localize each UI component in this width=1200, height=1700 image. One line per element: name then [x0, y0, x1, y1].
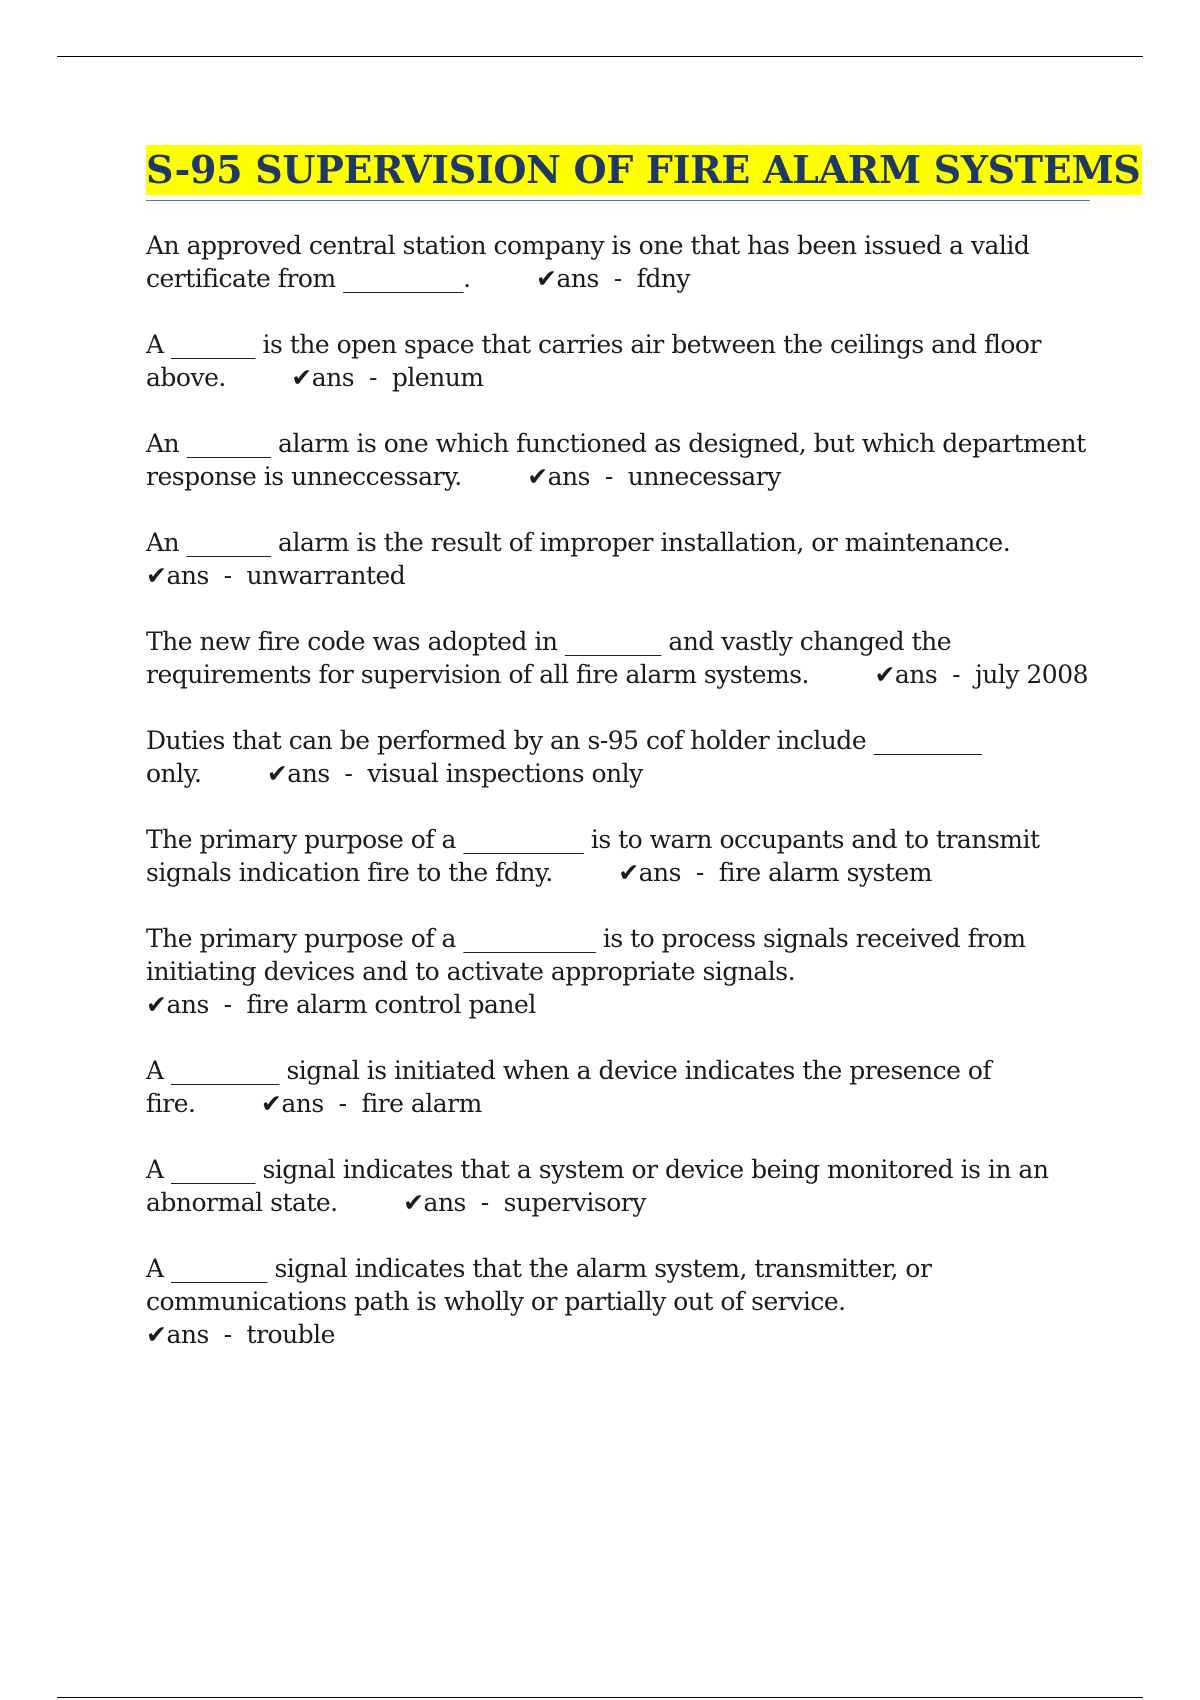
check-icon-answer-label: ✔ans - — [527, 462, 628, 491]
question-text: An _______ alarm is one which functioned as designed, but which department response is unneccessary. — [146, 429, 1086, 491]
qa-item — [146, 427, 1090, 493]
qa-item — [146, 1252, 1090, 1351]
qa-item — [146, 1054, 1090, 1120]
document-title: S-95 SUPERVISION OF FIRE ALARM SYSTEMS — [146, 145, 1142, 195]
qa-item — [146, 526, 1090, 592]
answer-group — [536, 264, 690, 293]
answer-group — [267, 759, 643, 788]
document-body — [146, 145, 1141, 1384]
question-text: A _________ signal is initiated when a device indicates the presence of fire. — [146, 1056, 992, 1118]
question-text: A ________ signal indicates that the alarm system, transmitter, or communications path is wholly or partially out of service. — [146, 1254, 932, 1316]
check-icon-answer-label: ✔ans - — [146, 561, 247, 590]
answer-group — [618, 858, 932, 887]
answer-group — [291, 363, 483, 392]
question-text: A _______ signal indicates that a system or device being monitored is in an abnormal state. — [146, 1155, 1049, 1217]
answer-text: supervisory — [503, 1188, 646, 1217]
qa-item — [146, 229, 1090, 295]
answer-text: fdny — [636, 264, 691, 293]
top-rule — [57, 56, 1143, 57]
check-icon-answer-label: ✔ans - — [146, 1320, 247, 1349]
answer-text: fire alarm system — [718, 858, 932, 887]
answer-text: unnecessary — [627, 462, 781, 491]
bottom-rule — [57, 1697, 1143, 1698]
qa-list — [146, 229, 1090, 1351]
question-text: An _______ alarm is the result of improper installation, or maintenance. — [146, 528, 1011, 557]
qa-item — [146, 823, 1090, 889]
qa-item — [146, 724, 1090, 790]
answer-text: visual inspections only — [367, 759, 643, 788]
answer-group — [146, 561, 405, 590]
answer-text: unwarranted — [246, 561, 406, 590]
check-icon-answer-label: ✔ans - — [874, 660, 975, 689]
question-text: The primary purpose of a __________ is to warn occupants and to transmit signals indication fire to the fdny. — [146, 825, 1040, 887]
check-icon-answer-label: ✔ans - — [536, 264, 637, 293]
question-text: The new fire code was adopted in ________ and vastly changed the requirements for supervision of all fire alarm systems. — [146, 627, 952, 689]
answer-group — [527, 462, 781, 491]
qa-item — [146, 328, 1090, 394]
qa-item — [146, 625, 1090, 691]
question-text: The primary purpose of a ___________ is to process signals received from initiating devices and to activate appropriate signals. — [146, 924, 1026, 986]
question-text: A _______ is the open space that carries air between the ceilings and floor above. — [146, 330, 1041, 392]
answer-group — [146, 990, 536, 1019]
question-text: Duties that can be performed by an s-95 cof holder include _________ only. — [146, 726, 982, 788]
check-icon-answer-label: ✔ans - — [266, 759, 368, 788]
check-icon-answer-label: ✔ans - — [291, 363, 392, 392]
title-block — [146, 145, 1141, 201]
answer-text: plenum — [391, 363, 484, 392]
answer-group — [874, 660, 1088, 689]
question-text: An approved central station company is one that has been issued a valid certificate from __________. — [146, 231, 1030, 293]
qa-item — [146, 1153, 1090, 1219]
check-icon-answer-label: ✔ans - — [260, 1089, 362, 1118]
answer-text: fire alarm control panel — [246, 990, 536, 1019]
check-icon-answer-label: ✔ans - — [618, 858, 719, 887]
answer-text: fire alarm — [361, 1089, 482, 1118]
qa-item — [146, 922, 1090, 1021]
check-icon-answer-label: ✔ans - — [146, 990, 247, 1019]
answer-text: july 2008 — [974, 660, 1089, 689]
check-icon-answer-label: ✔ans - — [403, 1188, 504, 1217]
answer-group — [146, 1320, 335, 1349]
answer-text: trouble — [246, 1320, 335, 1349]
answer-group — [403, 1188, 646, 1217]
answer-group — [261, 1089, 482, 1118]
